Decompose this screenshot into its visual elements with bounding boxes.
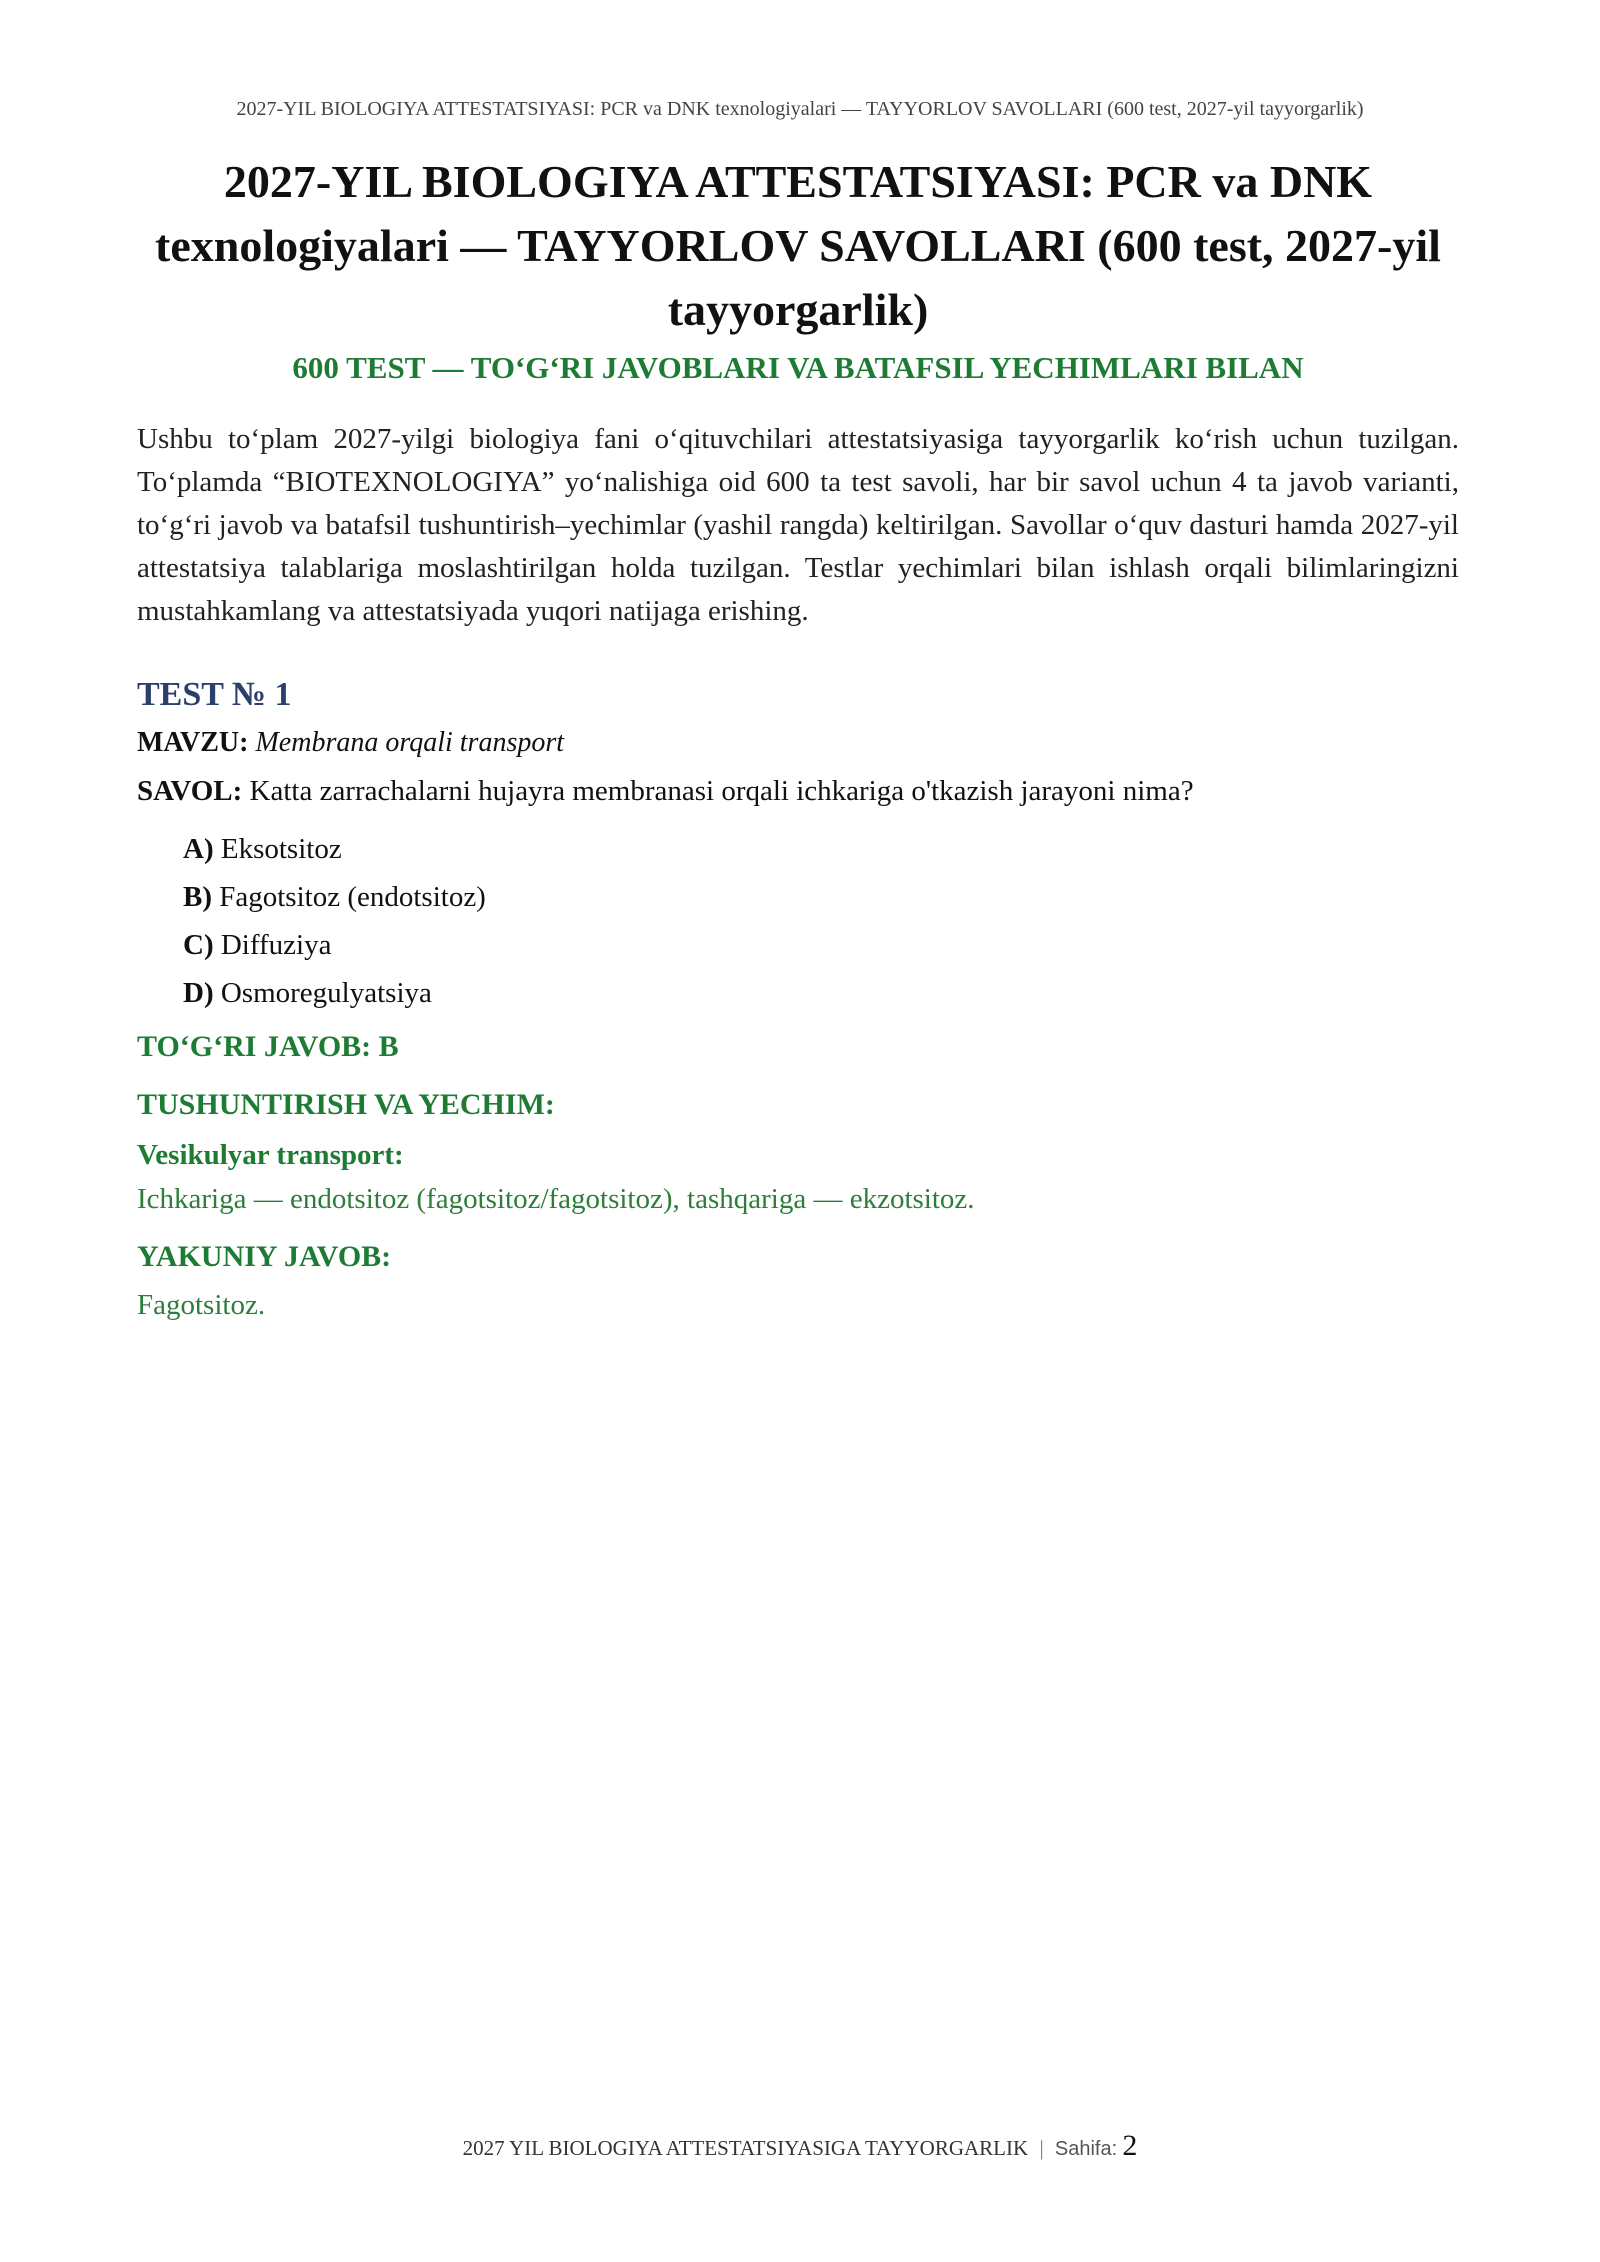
option-letter: C) bbox=[183, 929, 214, 961]
topic-line bbox=[137, 723, 1459, 763]
explanation-heading: TUSHUNTIRISH VA YECHIM: bbox=[137, 1088, 555, 1121]
correct-answer: TO‘G‘RI JAVOB: B bbox=[137, 1030, 399, 1063]
intro-paragraph: Ushbu to‘plam 2027-yilgi biologiya fani o‘qituvchilari attestatsiyasiga tayyorgarlik ko‘rish uchun tuzilgan. To‘plamda “BIOTEXNOLOGIYA” yo‘nalishiga oid 600 ta test savoli, har bir savol uchun 4 ta javob varianti, to‘g‘ri javob va batafsil tushuntirish–yechimlar (yashil rangda) keltirilgan. Savollar o‘quv dasturi hamda 2027-yil attestatsiya talablariga moslashtirilgan holda tuzilgan. Testlar yechimlari bilan ishlash orqali bilimlaringizni mustahkamlang va attestatsiyada yuqori natijaga erishing. bbox=[137, 423, 1459, 627]
option-letter: A) bbox=[183, 833, 214, 865]
topic-value: Membrana orqali transport bbox=[255, 727, 565, 758]
question-label: SAVOL: bbox=[137, 775, 243, 807]
document-title: 2027-YIL BIOLOGIYA ATTESTATSIYASI: PCR va DNK texnologiyalari — TAYYORLOV SAVOLLARI (600 test, 2027-yil tayyorgarlik) bbox=[155, 156, 1441, 335]
question-line bbox=[137, 771, 1459, 811]
question-text: Katta zarrachalarni hujayra membranasi orqali ichkariga o'tkazish jarayoni nima? bbox=[249, 775, 1194, 807]
footer-separator: | bbox=[1039, 2136, 1044, 2160]
page-number: 2 bbox=[1122, 2129, 1138, 2162]
running-footer bbox=[0, 2130, 1600, 2165]
option-letter: B) bbox=[183, 881, 212, 913]
explanation-subheading: Vesikulyar transport: bbox=[137, 1139, 404, 1171]
option-a bbox=[183, 825, 1459, 873]
option-b bbox=[183, 873, 1459, 921]
page-content bbox=[137, 150, 1459, 1329]
running-header: 2027-YIL BIOLOGIYA ATTESTATSIYASI: PCR va DNK texnologiyalari — TAYYORLOV SAVOLLARI (600 test, 2027-yil tayyorgarlik) bbox=[236, 98, 1364, 120]
footer-text: 2027 YIL BIOLOGIYA ATTESTATSIYASIGA TAYYORGARLIK bbox=[462, 2136, 1029, 2160]
option-letter: D) bbox=[183, 977, 214, 1009]
test-heading: TEST № 1 bbox=[137, 676, 292, 713]
option-text: Fagotsitoz (endotsitoz) bbox=[219, 881, 486, 913]
option-text: Eksotsitoz bbox=[220, 833, 342, 865]
option-text: Diffuziya bbox=[220, 929, 332, 961]
answer-options bbox=[183, 825, 1459, 1017]
option-text: Osmoregulyatsiya bbox=[220, 977, 432, 1009]
option-c bbox=[183, 921, 1459, 969]
final-answer-text: Fagotsitoz. bbox=[137, 1289, 266, 1321]
option-d bbox=[183, 969, 1459, 1017]
explanation-text: Ichkariga — endotsitoz (fagotsitoz/fagotsitoz), tashqariga — ekzotsitoz. bbox=[137, 1183, 975, 1215]
page-label: Sahifa: bbox=[1054, 2138, 1118, 2160]
final-answer-heading: YAKUNIY JAVOB: bbox=[137, 1240, 392, 1273]
document-subtitle: 600 TEST — TO‘G‘RI JAVOBLARI VA BATAFSIL YECHIMLARI BILAN bbox=[292, 350, 1304, 385]
topic-label: MAVZU: bbox=[137, 727, 249, 758]
